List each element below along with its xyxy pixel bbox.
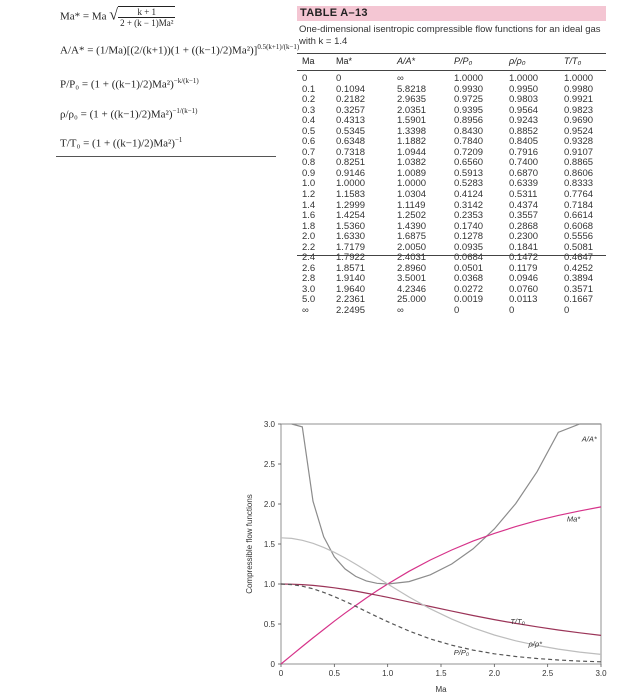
table-cell: 0.0272	[454, 283, 484, 295]
table-cell: ∞	[397, 73, 404, 84]
table-cell: 0.6068	[564, 220, 594, 232]
table-cell: 1.9140	[336, 273, 366, 285]
equation-denominator: 2 + (k − 1)Ma²	[120, 18, 174, 28]
table-cell: 0.8405	[509, 136, 539, 148]
table-cell: 0	[564, 305, 570, 317]
table-cell: 0.8430	[454, 125, 484, 137]
equation-area-ratio	[60, 43, 299, 57]
table-cell: 0.2300	[509, 231, 539, 243]
table-cell: 0.2	[302, 94, 316, 106]
table-cell: 0.3894	[564, 273, 594, 285]
table-cell: 0.4252	[564, 262, 594, 274]
table-cell: 0.4374	[509, 199, 539, 211]
table-cell: 0.9930	[454, 83, 484, 95]
flow-functions-chart	[238, 412, 618, 700]
col-header-area-ratio: A/A*	[397, 56, 416, 66]
table-cell: 1.0000	[509, 73, 539, 84]
table-cell: 0.0501	[454, 262, 484, 274]
y-axis-label: Compressible flow functions	[245, 494, 254, 594]
table-cell: 1.6875	[397, 231, 427, 243]
table-caption: One-dimensional isentropic compressible flow functions for an ideal gas with k = 1.4	[299, 24, 601, 47]
table-cell: 0.9725	[454, 94, 484, 106]
table-cell: 0.7916	[509, 146, 539, 158]
x-tick-label: 0.5	[328, 669, 340, 678]
series-label: T/T₀	[510, 617, 525, 626]
table-cell: 1.4390	[397, 220, 427, 232]
table-cell: 0.5345	[336, 125, 366, 137]
table-cell: 0.4647	[564, 252, 594, 264]
equation-temperature-ratio	[60, 136, 182, 150]
table-cell: 0.5081	[564, 241, 594, 253]
table-cell: 1.0000	[397, 178, 427, 190]
table-cell: 1.7179	[336, 241, 366, 253]
table-cell: 0.9524	[564, 125, 594, 137]
table-cell: 0.9980	[564, 83, 594, 95]
table-cell: 0.8956	[454, 115, 484, 127]
table-cell: 1.2	[302, 189, 316, 201]
table-cell: 2.0351	[397, 104, 427, 116]
table-cell: 0.9690	[564, 115, 594, 127]
table-cell: 0.7840	[454, 136, 484, 148]
table-cell: 3.5001	[397, 273, 427, 285]
table-cell: 0.3142	[454, 199, 484, 211]
table-cell: 0.1740	[454, 220, 484, 232]
table-cell: 1.5360	[336, 220, 366, 232]
col-header-density-ratio: ρ/ρ₀	[509, 56, 526, 66]
table-cell: 1.6	[302, 210, 316, 222]
y-tick-label: 1.0	[263, 580, 275, 589]
table-cell: 0.2868	[509, 220, 539, 232]
equation-lhs: P/P₀	[60, 78, 80, 91]
table-cell: 0.9950	[509, 83, 539, 95]
equation-exponent: 0.5(k+1)/(k−1)	[257, 43, 300, 51]
plot-frame	[281, 424, 601, 664]
table-cell: 0.9328	[564, 136, 594, 148]
table-cell: 3.0	[302, 283, 316, 295]
table-cell: 0.9395	[454, 104, 484, 116]
table-cell: 1.8	[302, 220, 316, 232]
table-cell: 1.0382	[397, 157, 427, 169]
table-cell: 0.9803	[509, 94, 539, 106]
table-cell: 0.9823	[564, 104, 594, 116]
x-tick-label: 3.0	[595, 669, 607, 678]
table-cell: 1.5901	[397, 115, 427, 127]
equation-lhs: ρ/ρ₀	[60, 108, 78, 121]
table-cell: 2.2361	[336, 294, 366, 306]
table-cell: 1.0	[302, 178, 316, 190]
equation-rhs: = (1 + ((k−1)/2)Ma²)	[80, 108, 173, 121]
equation-lhs: T/T₀	[60, 137, 81, 150]
equation-pressure-ratio	[60, 77, 199, 91]
table-cell: 1.1882	[397, 136, 427, 148]
table-title: TABLE A–13	[297, 6, 606, 21]
table-cell: 2.8	[302, 273, 316, 285]
equation-rhs: = (1 + ((k−1)/2)Ma²)	[83, 137, 175, 150]
table-cell: 2.4	[302, 252, 316, 264]
table-cell: 0.2182	[336, 94, 366, 106]
table-row	[297, 190, 606, 201]
table-cell: ∞	[302, 305, 309, 317]
table-cell: 1.2502	[397, 210, 427, 222]
table-row	[297, 74, 606, 85]
table-cell: 0.3571	[564, 283, 594, 295]
table-cell: 0.9146	[336, 167, 366, 179]
equation-lhs: Ma* = Ma	[60, 10, 107, 23]
table-cell: ∞	[397, 305, 404, 317]
x-tick-label: 2.5	[542, 669, 554, 678]
equation-divider	[56, 156, 276, 157]
table-cell: 0.5	[302, 125, 316, 137]
table-cell: 0.5913	[454, 167, 484, 179]
table-cell: 0.9107	[564, 146, 594, 158]
table-cell: 2.2	[302, 241, 316, 253]
table-cell: 0.1841	[509, 241, 539, 253]
table-cell: 0.0760	[509, 283, 539, 295]
table-cell: 0.9564	[509, 104, 539, 116]
equation-rhs: = (1 + ((k−1)/2)Ma²)	[81, 78, 174, 91]
table-cell: 0	[302, 73, 308, 84]
table-cell: 0.9243	[509, 115, 539, 127]
table-cell: 1.7922	[336, 252, 366, 264]
equation-mach-star: Ma* = Ma √ $\frac{k + 1}{\text{2 + (k − 1)Ma²}}$	[60, 6, 174, 28]
table-cell: 1.1149	[397, 199, 426, 211]
table-cell: 0.8606	[564, 167, 594, 179]
table-cell: 0.6560	[454, 157, 484, 169]
table-cell: 1.8571	[336, 262, 366, 274]
table-cell: 0.7318	[336, 146, 366, 158]
table-cell: 2.4031	[397, 252, 427, 264]
table-cell: 1.3398	[397, 125, 427, 137]
table-cell: 0.0113	[509, 294, 538, 306]
table-cell: 0.7184	[564, 199, 594, 211]
equation-lhs: A/A*	[60, 44, 85, 57]
table-cell: 0.6870	[509, 167, 539, 179]
table-cell: 0.8865	[564, 157, 594, 169]
table-cell: 0.0935	[454, 241, 484, 253]
table-cell: 1.0089	[397, 167, 427, 179]
table-cell: 0.0019	[454, 294, 484, 306]
series-label: Ma*	[566, 514, 581, 524]
table-cell: 0.0946	[509, 273, 539, 285]
table-cell: 0.1278	[454, 231, 484, 243]
table-cell: 0.3	[302, 104, 316, 116]
x-axis-label: Ma	[435, 685, 447, 694]
table-cell: 0.4124	[454, 189, 484, 201]
table-cell: 0.6	[302, 136, 316, 148]
equation-exponent: −1/(k−1)	[172, 107, 198, 115]
table-cell: 2.9635	[397, 94, 427, 106]
table-cell: 0	[509, 305, 515, 317]
table-cell: 0.1472	[509, 252, 539, 264]
table-cell: 4.2346	[397, 283, 427, 295]
y-tick-label: 2.0	[263, 500, 275, 509]
x-tick-label: 1.0	[382, 669, 394, 678]
x-tick-label: 1.5	[435, 669, 447, 678]
col-header-ma: Ma	[302, 56, 315, 66]
table-cell: 0.8251	[336, 157, 366, 169]
y-tick-label: 3.0	[263, 420, 275, 429]
table-cell: 0.3257	[336, 104, 366, 116]
table-cell: 0.1094	[336, 83, 366, 95]
table-cell: 0.5283	[454, 178, 484, 190]
equation-numerator: k + 1	[118, 7, 175, 18]
table-cell: 0.4	[302, 115, 316, 127]
equation-density-ratio	[60, 107, 198, 121]
table-cell: 0.7	[302, 146, 316, 158]
table-cell: 0.8852	[509, 125, 539, 137]
table-cell: 0.7400	[509, 157, 539, 169]
table-cell: 1.0944	[397, 146, 427, 158]
table-cell: 1.0000	[454, 73, 484, 84]
table-cell: 1.6330	[336, 231, 366, 243]
table-cell: 2.2495	[336, 305, 366, 317]
table-cell: 0.6348	[336, 136, 366, 148]
table-cell: 0.9921	[564, 94, 594, 106]
table-cell: 0.8333	[564, 178, 594, 190]
table-bottom-rule	[297, 255, 606, 256]
table-cell: 2.8960	[397, 262, 427, 274]
table-cell: 1.1583	[336, 189, 366, 201]
series-label: P/P₀	[453, 648, 470, 658]
y-tick-label: 0	[270, 660, 275, 669]
table-cell: 0.0368	[454, 273, 484, 285]
equation-exponent: −1	[174, 136, 183, 144]
table-cell: 1.2999	[336, 199, 366, 211]
table-cell: 0.3557	[509, 210, 539, 222]
series-label: A/A*	[581, 434, 597, 444]
x-tick-label: 2.0	[488, 669, 500, 678]
table-cell: 0	[454, 305, 460, 317]
table-cell: 1.9640	[336, 283, 366, 295]
col-header-ma-star: Ma*	[336, 56, 353, 66]
table-cell: 1.4	[302, 199, 316, 211]
table-cell: 0.9	[302, 167, 316, 179]
table-cell: 0.1179	[509, 262, 538, 274]
table-body	[297, 74, 606, 317]
x-tick-label: 0	[278, 669, 284, 678]
y-tick-label: 2.5	[263, 460, 275, 469]
table-cell: 0.6339	[509, 178, 539, 190]
table-cell: 25.000	[397, 294, 427, 306]
table-cell: 0.1667	[564, 294, 594, 306]
table-row	[297, 306, 606, 317]
table-cell: 2.6	[302, 262, 316, 274]
table-cell: 1.0000	[336, 178, 366, 190]
col-header-temperature-ratio: T/T₀	[564, 56, 582, 66]
table-cell: 1.4254	[336, 210, 366, 222]
table-cell: 0.6614	[564, 210, 594, 222]
table-cell: 0.0684	[454, 252, 484, 264]
y-tick-label: 1.5	[263, 540, 275, 549]
equation-exponent: −k/(k−1)	[173, 77, 199, 85]
table-cell: 2.0050	[397, 241, 427, 253]
table-cell: 0.7209	[454, 146, 484, 158]
table-cell: 0.7764	[564, 189, 594, 201]
table-cell: 0.4313	[336, 115, 366, 127]
table-header	[297, 53, 606, 71]
col-header-pressure-ratio: P/P₀	[454, 56, 473, 66]
table-cell: 2.0	[302, 231, 316, 243]
table-cell: 1.0000	[564, 73, 594, 84]
table-cell: 0.8	[302, 157, 316, 169]
table-cell: 5.0	[302, 294, 316, 306]
table-cell: 0.1	[302, 83, 316, 95]
table-cell: 0.2353	[454, 210, 484, 222]
equation-rhs: = (1/Ma)[(2/(k+1))(1 + ((k−1)/2)Ma²)]	[87, 44, 258, 57]
table-cell: 0.5556	[564, 231, 594, 243]
y-tick-label: 0.5	[263, 620, 275, 629]
table-cell: 1.0304	[397, 189, 427, 201]
table-cell: 0	[336, 73, 342, 84]
table-cell: 0.5311	[509, 189, 538, 201]
series-label: ρ/ρ*	[528, 639, 543, 649]
table-cell: 5.8218	[397, 83, 427, 95]
